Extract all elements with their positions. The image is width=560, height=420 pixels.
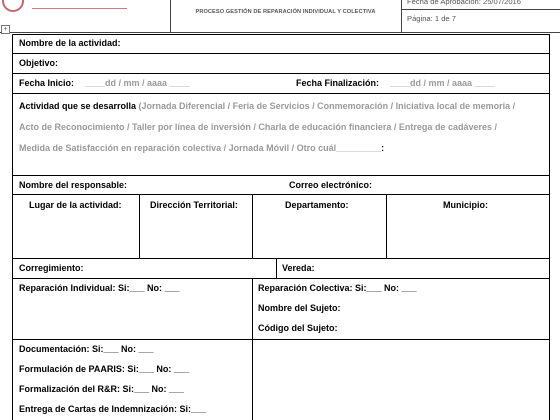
header-divider (401, 0, 402, 32)
department-label[interactable]: Departamento: (285, 200, 349, 210)
column-border (252, 194, 253, 258)
municipality-label[interactable]: Municipio: (443, 200, 488, 210)
row-border (13, 34, 549, 35)
activity-options-close: : (381, 143, 385, 153)
start-date-label[interactable]: Fecha Inicio: (19, 78, 75, 88)
individual-repair-field[interactable]: Reparación Individual: Si:___ No: ___ (19, 283, 180, 293)
start-date-field[interactable]: ____dd / mm / aaaa ____ (85, 78, 190, 88)
collective-repair-field[interactable]: Reparación Colectiva: Si:___ No: ___ (258, 283, 417, 293)
responsible-label[interactable]: Nombre del responsable: (19, 180, 128, 190)
page-number: Página: 1 de 7 (407, 14, 456, 23)
paaris-field[interactable]: Formulación de PAARIS: Si:___ No: ___ (19, 364, 189, 374)
subject-name-label[interactable]: Nombre del Sujeto: (258, 303, 341, 313)
activity-options-line-2: Acto de Reconocimiento / Taller por línea de inversión / Charla de educación financiera / Entrega de cadáveres / (19, 122, 497, 132)
approval-date: Fecha de Aprobación: 25/07/2016 (407, 0, 521, 6)
header-bottom-border (0, 32, 560, 33)
row-border (13, 258, 549, 259)
vereda-label[interactable]: Vereda: (282, 263, 315, 273)
column-border (139, 194, 140, 258)
row-border (13, 194, 549, 195)
document-header (0, 0, 560, 33)
activity-type-block[interactable] (19, 96, 544, 159)
row-border (13, 278, 549, 279)
activity-type-label: Actividad que se desarrolla (19, 101, 137, 111)
column-border (386, 194, 387, 258)
subject-code-label[interactable]: Código del Sujeto: (258, 323, 338, 333)
logo-divider (32, 8, 127, 9)
end-date-field[interactable]: ____dd / mm / aaaa ____ (390, 78, 495, 88)
activity-options-line-3: Medida de Satisfacción en reparación colectiva / Jornada Móvil / Otro cuál_________ (19, 143, 382, 153)
activity-options-line-1: (Jornada Diferencial / Feria de Servicios / Conmemoración / Iniciativa local de memoria / (136, 101, 516, 111)
row-border (13, 73, 549, 74)
row-border (13, 53, 549, 54)
process-title: PROCESO GESTIÓN DE REPARACIÓN INDIVIDUAL Y COLECTIVA (195, 9, 376, 15)
email-label[interactable]: Correo electrónico: (289, 180, 373, 190)
objective-label[interactable]: Objetivo: (19, 58, 59, 68)
header-divider (170, 0, 171, 32)
column-border (276, 258, 277, 278)
institution-logo (2, 0, 24, 12)
table-move-handle-icon[interactable]: + (1, 25, 10, 34)
header-divider (401, 9, 560, 10)
territorial-label[interactable]: Dirección Territorial: (150, 200, 238, 210)
documentation-field[interactable]: Documentación: Si:___ No: ___ (19, 344, 154, 354)
column-border (252, 278, 253, 420)
row-border (13, 175, 549, 176)
activity-form (12, 34, 550, 420)
end-date-label[interactable]: Fecha Finalización: (296, 78, 380, 88)
rr-field[interactable]: Formalización del R&R: Si:___ No: ___ (19, 384, 185, 394)
activity-name-label[interactable]: Nombre de la actividad: (19, 38, 121, 48)
corregimiento-label[interactable]: Corregimiento: (19, 263, 84, 273)
location-label[interactable]: Lugar de la actividad: (29, 200, 122, 210)
compensation-letters-field[interactable]: Entrega de Cartas de Indemnización: Si:___ (19, 404, 207, 414)
row-border (13, 339, 549, 340)
row-border (13, 93, 549, 94)
